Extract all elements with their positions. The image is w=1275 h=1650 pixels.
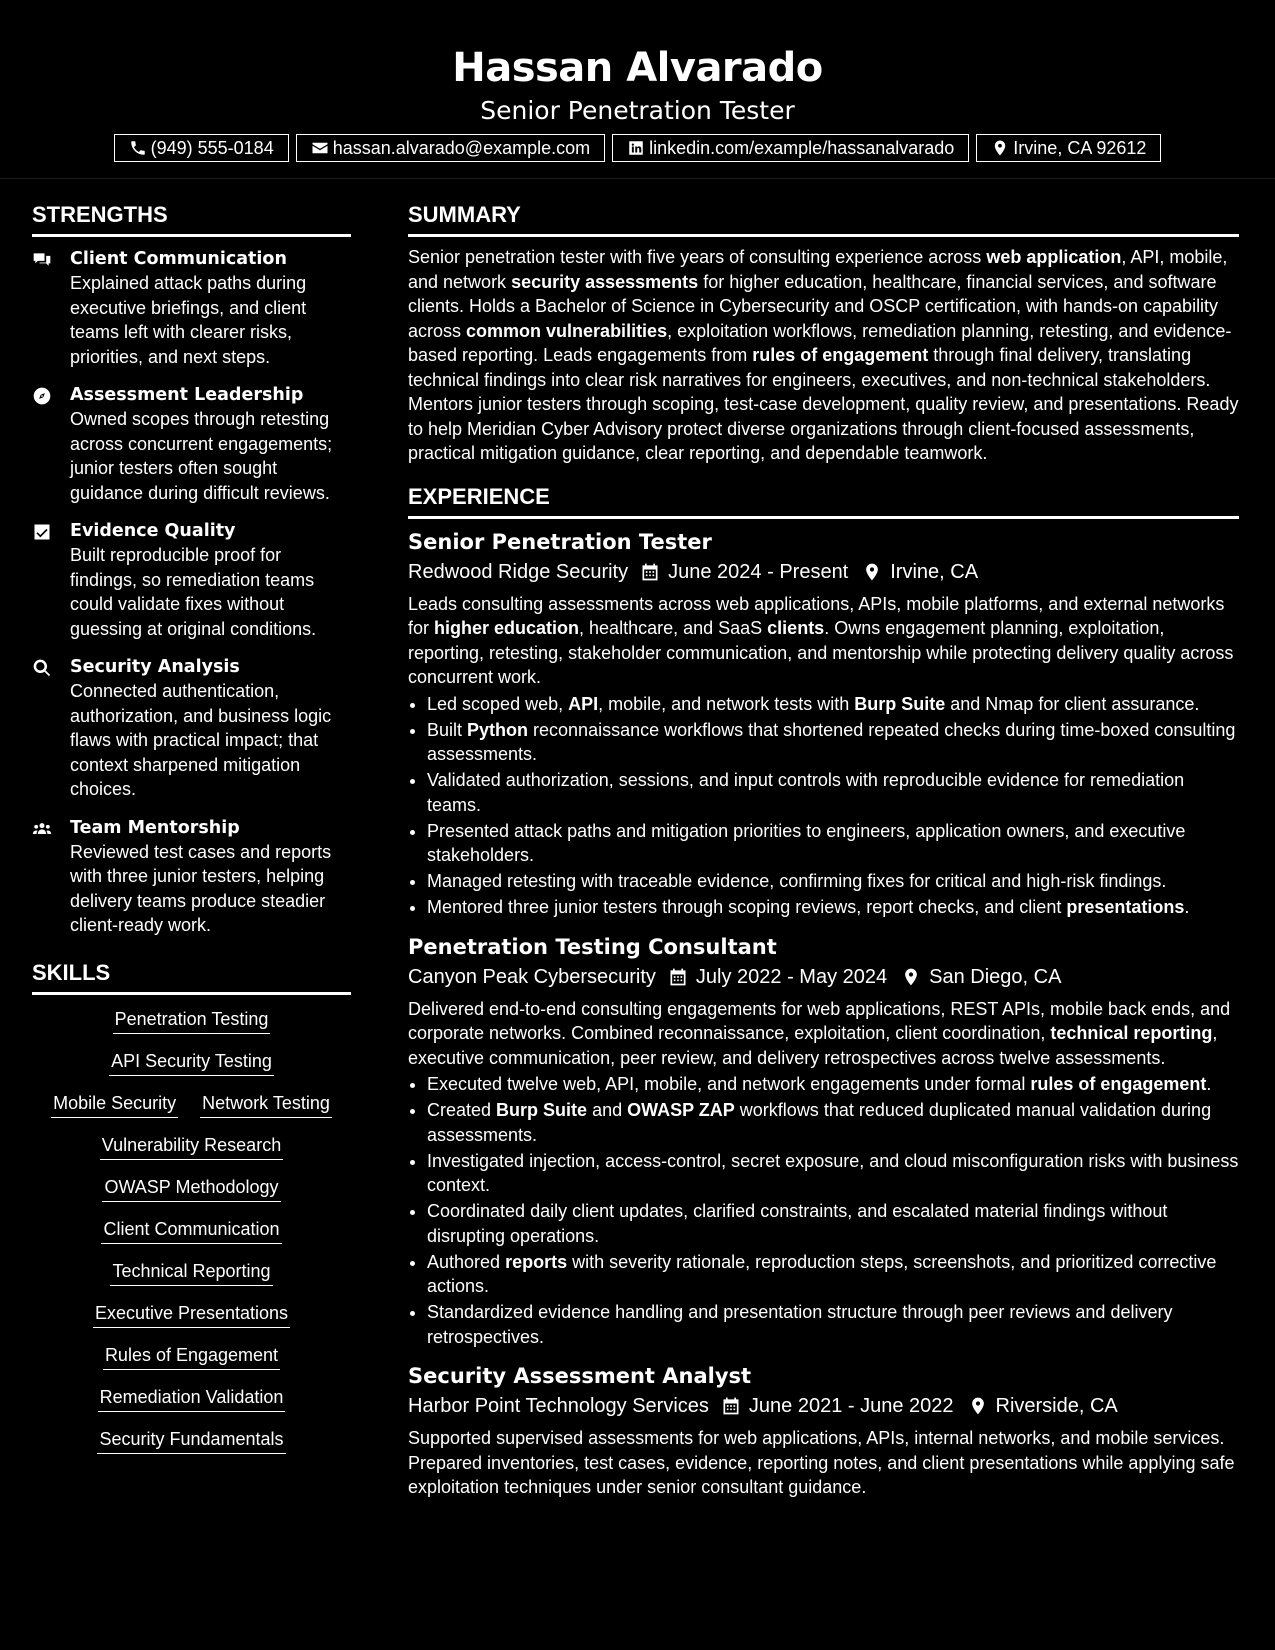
contact-location xyxy=(976,134,1161,162)
bullet-item: • Mentored three junior testers through scoping reviews, report checks, and client presentations. xyxy=(427,895,1239,920)
strength-desc: Reviewed test cases and reports with three junior testers, helping delivery teams produce steadier client-ready work. xyxy=(70,841,332,935)
job-company: Redwood Ridge Security xyxy=(408,560,629,583)
emphasis-text: technical reporting xyxy=(1050,1023,1213,1043)
skill-tag: Security Fundamentals xyxy=(97,1427,285,1454)
bullet-item: • Validated authorization, sessions, and input controls with reproducible evidence for remediation teams. xyxy=(427,768,1239,817)
emphasis-text: common vulnerabilities xyxy=(466,320,668,341)
emphasis-text: web application xyxy=(986,247,1122,267)
map-pin-icon xyxy=(991,139,1009,157)
job-location: Riverside, CA xyxy=(995,1395,1118,1417)
bullet-item: • Led scoped web, API, mobile, and network tests with Burp Suite and Nmap for client assurance. xyxy=(427,692,1239,717)
emphasis-text: Burp Suite xyxy=(496,1100,588,1120)
emphasis-text: clients xyxy=(767,618,825,638)
bullet-item: • Presented attack paths and mitigation priorities to engineers, application owners, and executive stakeholders. xyxy=(427,819,1239,868)
contact-bar xyxy=(0,134,1275,162)
strength-title: Evidence Quality xyxy=(70,521,236,541)
strength-desc: Built reproducible proof for findings, so remediation teams could validate fixes without guessing at original conditions. xyxy=(70,545,317,639)
summary-text: Senior penetration tester with five years of consulting experience across web application, API, mobile, and network security assessments for higher education, healthcare, financial services, and software clients. Holds a Bachelor of Science in Cybersecurity and OSCP certification, with hands-on capability across common vulnerabilities, exploitation workflows, remediation planning, retesting, and evidence-based reporting. Leads engagements from rules of engagement through final delivery, translating technical findings into clear risk narratives for engineers, executives, and non-technical stakeholders. Mentors junior testers through scoping, test-case development, quality review, and presentations. Ready to help Meridian Cyber Advisory protect diverse organizations through client-focused assessments, practical mitigation guidance, clear reporting, and dependable teamwork. xyxy=(408,247,1239,463)
emphasis-text: API xyxy=(568,693,599,714)
skill-tag: API Security Testing xyxy=(109,1049,274,1076)
job-location: San Diego, CA xyxy=(929,965,1062,988)
skill-tag: OWASP Methodology xyxy=(102,1175,280,1202)
calendar-icon xyxy=(668,967,688,987)
contact-phone-text: (949) 555-0184 xyxy=(150,137,274,158)
contact-linkedin-text: linkedin.com/example/hassanalvarado xyxy=(649,137,955,158)
job-dates: June 2021 - June 2022 xyxy=(748,1395,954,1417)
strength-item xyxy=(32,816,351,938)
contact-email-text: hassan.alvarado@example.com xyxy=(332,137,591,158)
contact-location-text: Irvine, CA 92612 xyxy=(1013,137,1147,158)
job-title: Penetration Testing Consultant xyxy=(408,934,777,959)
strength-item xyxy=(32,519,351,641)
skill-tag: Mobile Security xyxy=(51,1091,178,1118)
calendar-icon xyxy=(640,562,660,582)
bullet-item: • Authored reports with severity rationale, reproduction steps, screenshots, and prioritized corrective actions. xyxy=(427,1250,1239,1299)
job-description: Delivered end-to-end consulting engagements for web applications, REST APIs, mobile back ends, and corporate networks. Combined reconnaissance, exploitation, client coordination, technical reporting, executive communication, peer review, and delivery retrospectives across twelve assessments. xyxy=(408,998,1231,1068)
summary-heading: SUMMARY xyxy=(408,202,1239,237)
comments-icon xyxy=(32,250,52,270)
skill-tag: Vulnerability Research xyxy=(100,1133,283,1160)
bullet-item: • Standardized evidence handling and presentation structure through peer reviews and delivery retrospectives. xyxy=(427,1300,1239,1349)
job-location: Irvine, CA xyxy=(890,560,979,583)
bullet-item: • Created Burp Suite and OWASP ZAP workflows that reduced duplicated manual validation during assessments. xyxy=(427,1098,1239,1147)
emphasis-text: rules of engagement xyxy=(752,345,929,365)
emphasis-text: Python xyxy=(467,719,529,740)
skill-tag: Rules of Engagement xyxy=(103,1343,280,1370)
strength-title: Assessment Leadership xyxy=(70,385,304,405)
strength-desc: Explained attack paths during executive briefings, and client teams left with clearer risks, priorities, and next steps. xyxy=(70,273,307,367)
skill-tag: Executive Presentations xyxy=(93,1301,290,1328)
job-meta xyxy=(408,1392,1239,1420)
job-description: Leads consulting assessments across web applications, APIs, mobile platforms, and external networks for higher education, healthcare, and SaaS clients. Owns engagement planning, exploitation, reporting, retesting, stakeholder communication, and mentorship while protecting delivery quality across concurrent work. xyxy=(408,593,1234,687)
map-pin-icon xyxy=(862,562,882,582)
job-company: Harbor Point Technology Services xyxy=(408,1395,709,1417)
map-pin-icon xyxy=(968,1396,988,1416)
job-title: Senior Penetration Tester xyxy=(408,529,712,554)
strength-item xyxy=(32,247,351,369)
bullet-item: • Coordinated daily client updates, clarified constraints, and escalated material findings without disrupting operations. xyxy=(427,1199,1239,1248)
bullet-item: • Built Python reconnaissance workflows that shortened repeated checks during time-boxed consulting assessments. xyxy=(427,718,1239,767)
users-icon xyxy=(32,819,52,839)
job-company: Canyon Peak Cybersecurity xyxy=(408,965,656,988)
strength-title: Team Mentorship xyxy=(70,817,240,838)
strength-desc: Connected authentication, authorization, and business logic flaws with practical impact; that context sharpened mitigation choices. xyxy=(70,681,332,799)
checkbox-icon xyxy=(32,522,52,542)
skills-list xyxy=(32,1007,351,1454)
emphasis-text: OWASP ZAP xyxy=(627,1100,735,1120)
contact-phone[interactable] xyxy=(114,134,289,162)
search-icon xyxy=(32,658,52,678)
emphasis-text: Burp Suite xyxy=(854,693,946,714)
skills-heading: SKILLS xyxy=(32,960,351,995)
left-column xyxy=(32,178,351,1454)
strength-desc: Owned scopes through retesting across concurrent engagements; junior testers often sought guidance during difficult reviews. xyxy=(70,409,333,503)
emphasis-text: rules of engagement xyxy=(1030,1074,1207,1094)
envelope-icon xyxy=(311,139,329,157)
emphasis-text: presentations xyxy=(1066,897,1185,917)
map-pin-icon xyxy=(901,967,921,987)
bullet-item: • Investigated injection, access-control, secret exposure, and cloud misconfiguration risks with business context. xyxy=(427,1149,1239,1198)
job-dates: July 2022 - May 2024 xyxy=(695,965,888,988)
emphasis-text: reports xyxy=(505,1251,568,1272)
bullet-item: • Executed twelve web, API, mobile, and network engagements under formal rules of engagement. xyxy=(427,1072,1239,1097)
skill-tag: Technical Reporting xyxy=(110,1259,272,1286)
skill-tag: Client Communication xyxy=(101,1217,281,1244)
job-entry xyxy=(408,527,1239,920)
strength-item xyxy=(32,383,351,505)
bullet-item: • Managed retesting with traceable evidence, confirming fixes for critical and high-risk findings. xyxy=(427,869,1239,894)
experience-heading: EXPERIENCE xyxy=(408,484,1239,519)
strengths-list xyxy=(32,247,351,938)
skill-tag: Network Testing xyxy=(200,1091,332,1118)
job-entry xyxy=(408,932,1239,1350)
job-bullets xyxy=(408,692,1239,920)
strengths-heading: STRENGTHS xyxy=(32,202,351,237)
job-description: Supported supervised assessments for web applications, APIs, internal networks, and mobile services. Prepared inventories, test cases, evidence, reporting notes, and client presentations while applying safe exploitation techniques under senior consultant guidance. xyxy=(408,1428,1235,1497)
strength-item xyxy=(32,655,351,802)
linkedin-icon xyxy=(627,139,645,157)
strength-title: Client Communication xyxy=(70,249,287,269)
job-bullets xyxy=(408,1072,1239,1349)
right-column xyxy=(408,178,1239,1500)
candidate-title: Senior Penetration Tester xyxy=(480,96,795,125)
job-title: Security Assessment Analyst xyxy=(408,1364,752,1388)
skill-tag: Remediation Validation xyxy=(98,1385,286,1412)
candidate-name: Hassan Alvarado xyxy=(452,45,823,91)
job-meta xyxy=(408,558,1239,586)
emphasis-text: security assessments xyxy=(511,271,699,292)
phone-icon xyxy=(129,139,147,157)
compass-icon xyxy=(32,386,52,406)
strength-title: Security Analysis xyxy=(70,657,240,677)
skill-tag: Penetration Testing xyxy=(113,1007,271,1034)
job-entry xyxy=(408,1361,1239,1500)
emphasis-text: higher education xyxy=(434,618,580,638)
resume-header xyxy=(0,0,1275,179)
job-meta xyxy=(408,963,1239,991)
contact-email[interactable] xyxy=(296,134,605,162)
calendar-icon xyxy=(721,1396,741,1416)
job-dates: June 2024 - Present xyxy=(668,560,849,583)
contact-linkedin[interactable] xyxy=(612,134,969,162)
